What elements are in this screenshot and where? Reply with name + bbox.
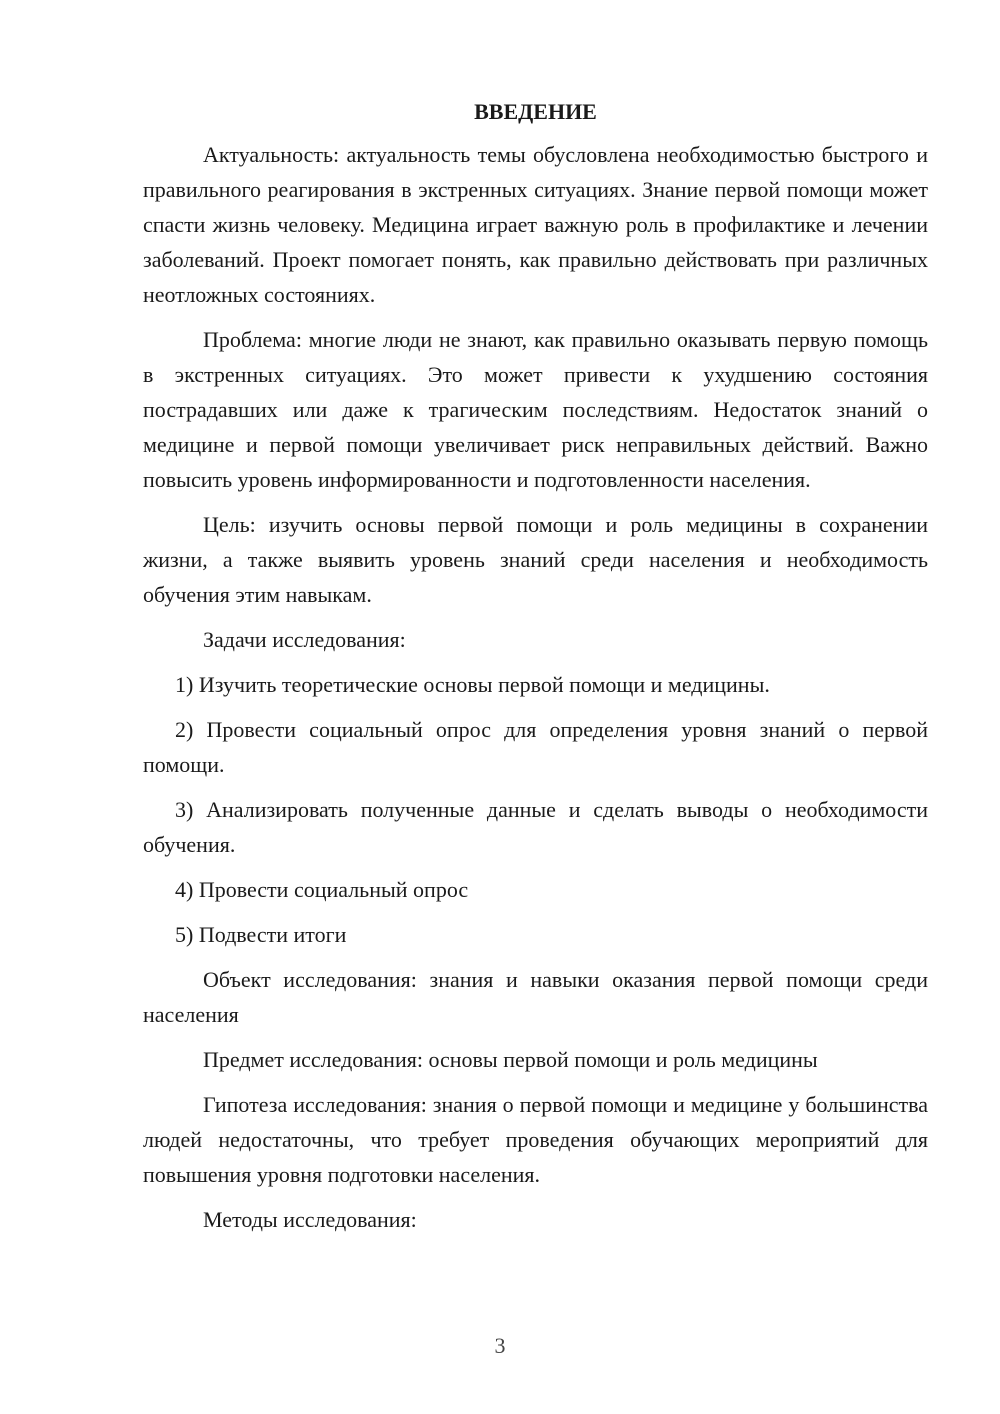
paragraph-goal: Цель: изучить основы первой помощи и роль медицины в сохранении жизни, а также выявить уровень знаний среди населения и необходимость обучения этим навыкам. [143,512,928,607]
task-item: 2) Провести социальный опрос для определения уровня знаний о первой помощи. [143,717,928,777]
task-item: 1) Изучить теоретические основы первой помощи и медицины. [175,672,770,697]
task-item: 4) Провести социальный опрос [175,877,469,902]
paragraph-methods: Методы исследования: [203,1207,417,1232]
tasks-heading: Задачи исследования: [203,627,406,652]
paragraph-relevance: Актуальность: актуальность темы обусловлена необходимостью быстрого и правильного реагирования в экстренных ситуациях. Знание первой помощи может спасти жизнь человеку. Медицина играет важную роль в профилактике и лечении заболеваний. Проект помогает понять, как правильно действовать при различных неотложных состояниях. [143,142,928,307]
paragraph-object: Объект исследования: знания и навыки оказания первой помощи среди населения [143,967,928,1027]
task-item: 5) Подвести итоги [175,922,347,947]
task-item: 3) Анализировать полученные данные и сделать выводы о необходимости обучения. [143,797,928,857]
paragraph-hypothesis: Гипотеза исследования: знания о первой помощи и медицине у большинства людей недостаточны, что требует проведения обучающих мероприятий для повышения уровня подготовки населения. [143,1092,928,1187]
paragraph-problem: Проблема: многие люди не знают, как правильно оказывать первую помощь в экстренных ситуациях. Это может привести к ухудшению состояния пострадавших или даже к трагическим последствиям. Недостаток знаний о медицине и первой помощи увеличивает риск неправильных действий. Важно повысить уровень информированности и подготовленности населения. [143,327,928,492]
page-title: ВВЕДЕНИЕ [474,99,597,124]
page-number: 3 [494,1333,506,1358]
paragraph-subject: Предмет исследования: основы первой помощи и роль медицины [203,1047,818,1072]
page-content [143,94,928,1247]
